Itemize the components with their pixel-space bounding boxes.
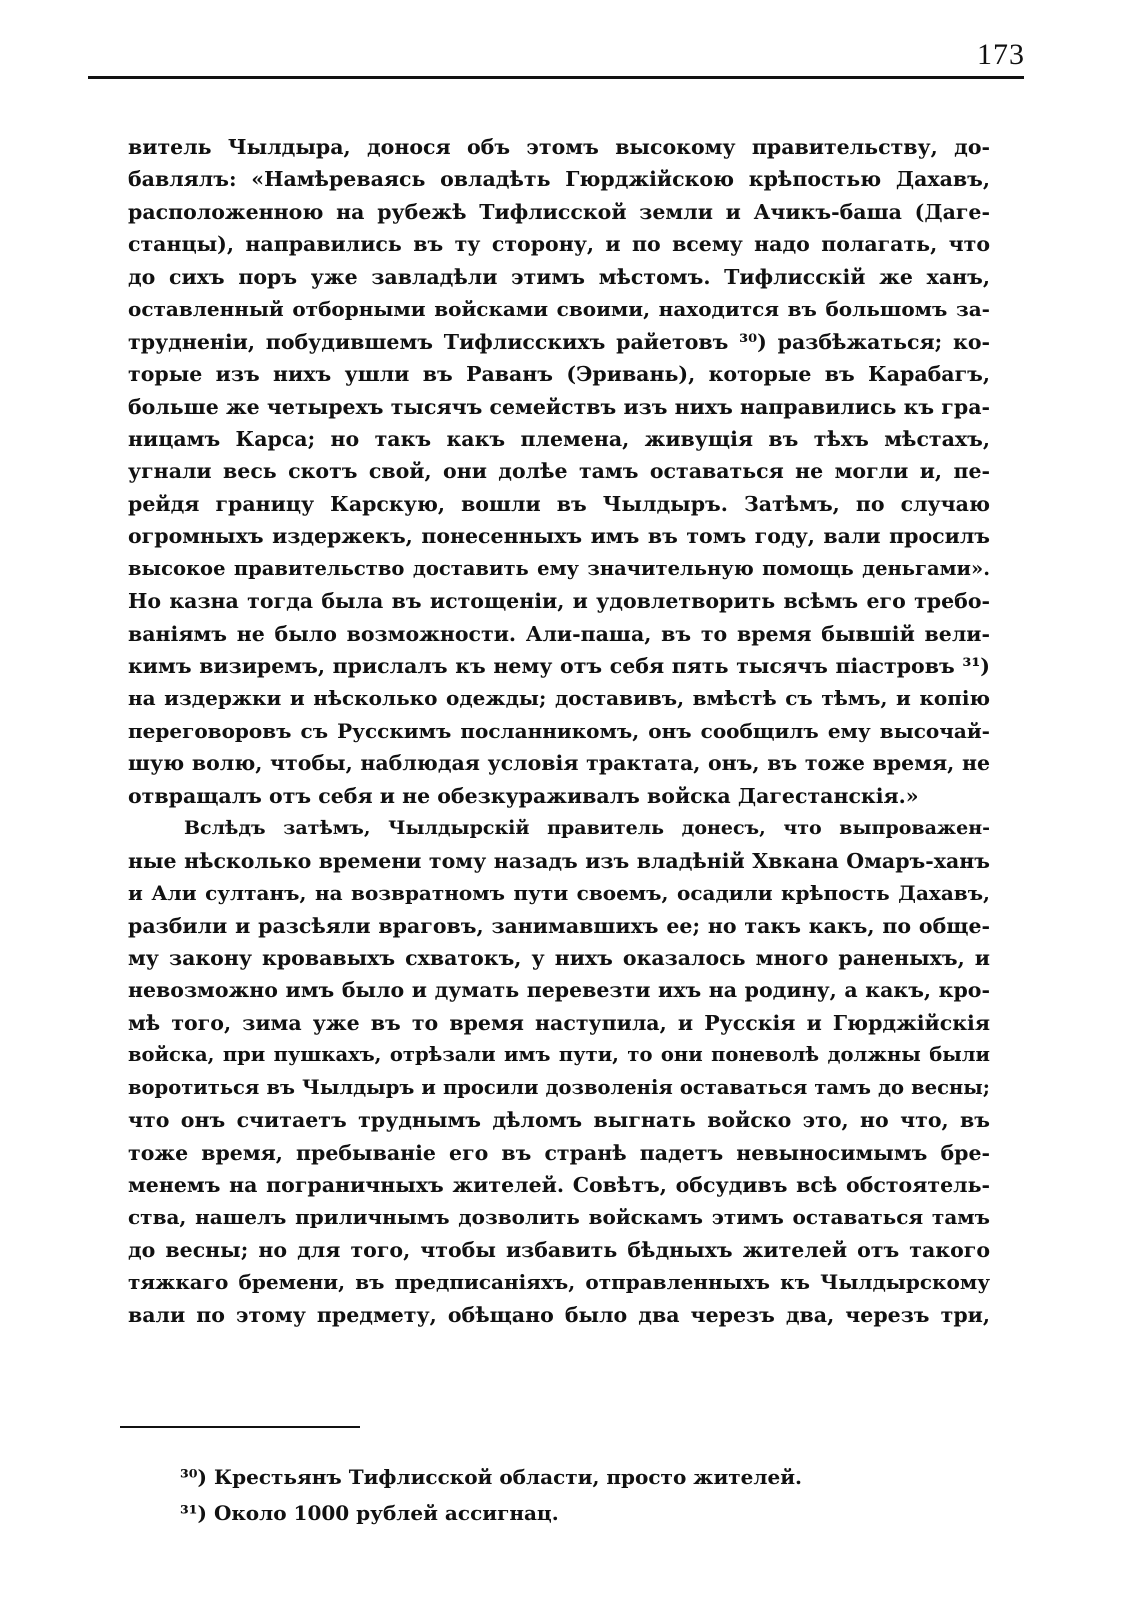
footnote-31: ³¹) Около 1000 рублей ассигнац.	[180, 1501, 559, 1525]
text-line: воротиться въ Чылдыръ и просили дозволенія оставаться тамъ до весны;	[128, 1075, 990, 1099]
footnotes	[180, 1459, 880, 1531]
text-line: на издержки и нѣсколько одежды; доставивъ, вмѣстѣ съ тѣмъ, и копію	[128, 686, 990, 711]
text-line: расположенною на рубежѣ Тифлисской земли и Ачикъ-баша (Даге-	[128, 199, 990, 224]
text-line: оставленный отборными войсками своими, находится въ большомъ за-	[128, 297, 990, 322]
text-line: шую волю, чтобы, наблюдая условія трактата, онъ, въ тоже время, не	[128, 751, 990, 776]
text-line: станцы), направились въ ту сторону, и по всему надо полагать, что	[128, 232, 990, 257]
text-line: менемъ на пограничныхъ жителей. Совѣтъ, обсудивъ всѣ обстоятель-	[128, 1173, 990, 1197]
text-line: бавлялъ: «Намѣреваясь овладѣть Гюрджійскою крѣпостью Дахавъ,	[128, 167, 990, 192]
text-line: переговоровъ съ Русскимъ посланникомъ, онъ сообщилъ ему высочай-	[128, 718, 990, 743]
text-line: тоже время, пребываніе его въ странѣ падетъ невыносимымъ бре-	[128, 1140, 990, 1165]
text-line: трудненіи, побудившемъ Тифлисскихъ райетовъ ³⁰) разбѣжаться; ко-	[128, 329, 990, 354]
text-line: вали по этому предмету, обѣщано было два черезъ два, черезъ три,	[128, 1302, 990, 1327]
text-line: витель Чылдыра, донося объ этомъ высокому правительству, до-	[128, 135, 990, 159]
text-line: невозможно имъ было и думать перевезти ихъ на родину, а какъ, кро-	[128, 978, 990, 1003]
text-line: разбили и разсѣяли враговъ, занимавшихъ ее; но такъ какъ, по обще-	[128, 913, 990, 938]
text-line: ваніямъ не было возможности. Али-паша, въ то время бывшій вели-	[128, 621, 990, 646]
text-line: тяжкаго бремени, въ предписаніяхъ, отправленныхъ къ Чылдырскому	[128, 1270, 990, 1295]
footnote-30: ³⁰) Крестьянъ Тифлисской области, просто жителей.	[180, 1465, 803, 1489]
text-line: до сихъ поръ уже завладѣли этимъ мѣстомъ. Тифлисскій же ханъ,	[128, 264, 990, 289]
text-line: кимъ визиремъ, прислалъ къ нему отъ себя пять тысячъ піастровъ ³¹)	[128, 654, 990, 678]
text-line: ства, нашелъ приличнымъ дозволить войскамъ этимъ оставаться тамъ	[128, 1205, 990, 1230]
text-line: мѣ того, зима уже въ то время наступила, и Русскія и Гюрджійскія	[128, 1010, 990, 1035]
footnote-rule	[120, 1426, 360, 1428]
text-line: угнали весь скотъ свой, они долѣе тамъ оставаться не могли и, пе-	[128, 459, 990, 484]
text-line: ницамъ Карса; но такъ какъ племена, живущія въ тѣхъ мѣстахъ,	[128, 426, 990, 451]
header-rule	[88, 76, 1024, 79]
text-line: торые изъ нихъ ушли въ Раванъ (Эривань), которые въ Карабагъ,	[128, 362, 990, 387]
text-line: огромныхъ издержекъ, понесенныхъ имъ въ томъ году, вали просилъ	[128, 524, 990, 549]
text-line: Вслѣдъ затѣмъ, Чылдырскій правитель донесъ, что выпроважен-	[184, 817, 990, 840]
body-text	[128, 131, 990, 1331]
text-line: рейдя границу Карскую, вошли въ Чылдыръ. Затѣмъ, по случаю	[128, 491, 990, 516]
text-line: войска, при пушкахъ, отрѣзали имъ пути, то они поневолѣ должны были	[128, 1043, 990, 1067]
text-line: и Али султанъ, на возвратномъ пути своемъ, осадили крѣпость Дахавъ,	[128, 881, 990, 906]
text-line: до весны; но для того, чтобы избавить бѣдныхъ жителей отъ такого	[128, 1237, 990, 1262]
text-line: отвращалъ отъ себя и не обезкураживалъ войска Дагестанскія.»	[128, 783, 919, 808]
text-line: что онъ считаетъ труднымъ дѣломъ выгнать войско это, но что, въ	[128, 1108, 990, 1133]
text-line: Но казна тогда была въ истощеніи, и удовлетворить всѣмъ его требо-	[128, 589, 990, 614]
page-number: 173	[977, 38, 1025, 71]
text-line: высокое правительство доставить ему значительную помощь деньгами».	[128, 556, 990, 580]
text-line: больше же четырехъ тысячъ семействъ изъ нихъ направились къ гра-	[128, 394, 990, 419]
text-line: му закону кровавыхъ схватокъ, у нихъ оказалось много раненыхъ, и	[128, 945, 990, 970]
text-line: ные нѣсколько времени тому назадъ изъ владѣній Хвкана Омаръ-ханъ	[128, 848, 990, 873]
